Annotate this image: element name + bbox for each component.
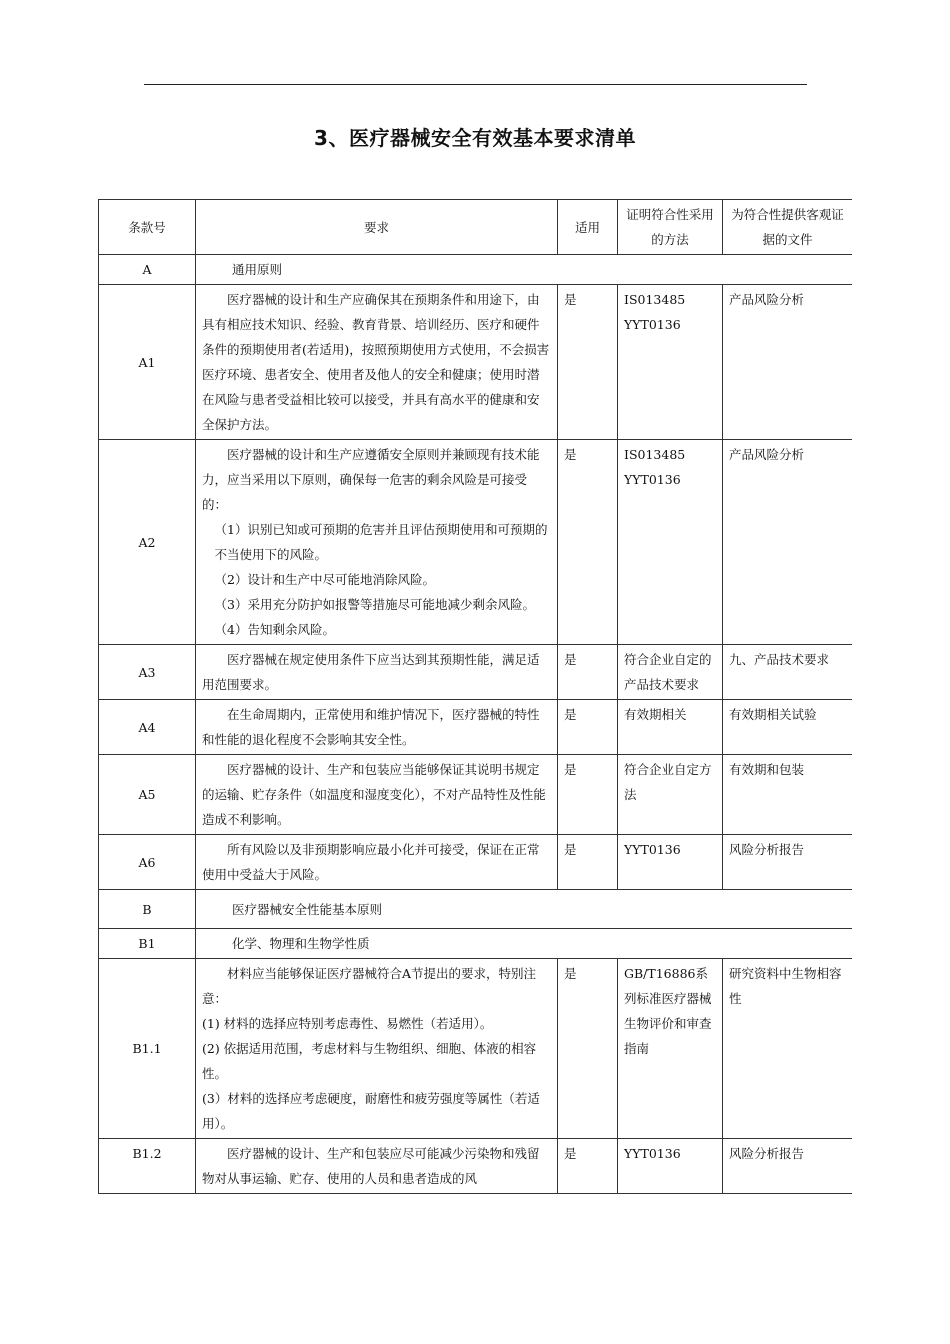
requirement-cell: [196, 835, 558, 890]
requirement-cell: [196, 755, 558, 835]
applicable-cell: 是: [558, 645, 618, 700]
table-row: [99, 700, 853, 755]
header-clause: 条款号: [99, 200, 196, 255]
requirement-item: (2) 依据适用范围，考虑材料与生物组织、细胞、体液的相容性。: [202, 1041, 537, 1081]
evidence-cell: 有效期和包装: [723, 755, 853, 835]
applicable-cell: 是: [558, 1139, 618, 1194]
method-line: YYT0136: [624, 472, 681, 487]
section-row-b1: [99, 929, 853, 959]
applicable-cell: 是: [558, 959, 618, 1139]
method-line: YYT0136: [624, 317, 681, 332]
evidence-cell: 风险分析报告: [723, 1139, 853, 1194]
section-id: B1: [99, 929, 196, 959]
table-header-row: [99, 200, 853, 255]
evidence-cell: 九、产品技术要求: [723, 645, 853, 700]
clause-id: A2: [99, 440, 196, 645]
requirement-cell: [196, 440, 558, 645]
applicable-cell: 是: [558, 700, 618, 755]
applicable-cell: 是: [558, 835, 618, 890]
table-row: [99, 959, 853, 1139]
section-id: B: [99, 890, 196, 929]
requirement-text: 医疗器械在规定使用条件下应当达到其预期性能，满足适用范围要求。: [202, 652, 540, 692]
section-row-b: [99, 890, 853, 929]
section-label: 通用原则: [196, 255, 853, 285]
applicable-cell: 是: [558, 440, 618, 645]
section-label: 化学、物理和生物学性质: [196, 929, 853, 959]
requirement-item: (3）材料的选择应考虑硬度，耐磨性和疲劳强度等属性（若适用）。: [202, 1091, 540, 1131]
method-cell: [618, 285, 723, 440]
header-method: 证明符合性采用的方法: [618, 200, 723, 255]
requirement-text: 医疗器械的设计、生产和包装应尽可能减少污染物和残留物对从事运输、贮存、使用的人员和患者造成的风: [202, 1146, 540, 1186]
requirement-item: （3）采用充分防护如报警等措施尽可能地减少剩余风险。: [214, 597, 535, 612]
requirement-text: 医疗器械的设计和生产应遵循安全原则并兼顾现有技术能力，应当采用以下原则，确保每一危害的剩余风险是可接受的：: [202, 447, 540, 512]
requirement-item: （4）告知剩余风险。: [214, 622, 335, 637]
requirement-item: （2）设计和生产中尽可能地消除风险。: [214, 572, 435, 587]
method-cell: YYT0136: [618, 835, 723, 890]
method-cell: 有效期相关: [618, 700, 723, 755]
table-row: [99, 755, 853, 835]
evidence-cell: 产品风险分析: [723, 285, 853, 440]
clause-id: A1: [99, 285, 196, 440]
requirement-cell: [196, 1139, 558, 1194]
header-rule: [144, 84, 807, 85]
requirement-text: 医疗器械的设计、生产和包装应当能够保证其说明书规定的运输、贮存条件（如温度和湿度变化），不对产品特性及性能造成不利影响。: [202, 762, 546, 827]
clause-id: A5: [99, 755, 196, 835]
requirements-table-container: [98, 199, 852, 1197]
method-line: IS013485: [624, 447, 686, 462]
evidence-cell: 产品风险分析: [723, 440, 853, 645]
clause-id: A4: [99, 700, 196, 755]
table-row: [99, 440, 853, 645]
header-applicable: 适用: [558, 200, 618, 255]
applicable-cell: 是: [558, 755, 618, 835]
clause-id: B1.1: [99, 959, 196, 1139]
evidence-cell: 研究资料中生物相容性: [723, 959, 853, 1139]
table-row: [99, 285, 853, 440]
requirement-item: （1）识别已知或可预期的危害并且评估预期使用和可预期的不当使用下的风险。: [214, 522, 548, 562]
clause-id: B1.2: [99, 1139, 196, 1194]
table-row: [99, 645, 853, 700]
method-cell: 符合企业自定的产品技术要求: [618, 645, 723, 700]
table-row: [99, 1139, 853, 1194]
requirement-cell: [196, 959, 558, 1139]
clause-id: A3: [99, 645, 196, 700]
method-line: IS013485: [624, 292, 686, 307]
section-label: 医疗器械安全性能基本原则: [196, 890, 853, 929]
requirement-text: 医疗器械的设计和生产应确保其在预期条件和用途下，由具有相应技术知识、经验、教育背景、培训经历、医疗和硬件条件的预期使用者(若适用)，按照预期使用方式使用，不会损害医疗环境、患者安全、使用者及他人的安全和健康；使用时潜在风险与患者受益相比较可以接受，并具有高水平的健康和安全保护方法。: [202, 292, 550, 432]
requirement-text: 材料应当能够保证医疗器械符合A节提出的要求，特别注意：: [202, 966, 537, 1006]
clause-id: A6: [99, 835, 196, 890]
table-row: [99, 835, 853, 890]
requirement-cell: [196, 645, 558, 700]
page-title: 3、医疗器械安全有效基本要求清单: [314, 126, 636, 150]
method-cell: 符合企业自定方法: [618, 755, 723, 835]
requirements-table: [98, 199, 852, 1194]
evidence-cell: 有效期相关试验: [723, 700, 853, 755]
method-cell: YYT0136: [618, 1139, 723, 1194]
applicable-cell: 是: [558, 285, 618, 440]
requirement-text: 在生命周期内，正常使用和维护情况下，医疗器械的特性和性能的退化程度不会影响其安全性。: [202, 707, 540, 747]
requirement-item: (1) 材料的选择应特别考虑毒性、易燃性（若适用）。: [202, 1016, 493, 1031]
section-id: A: [99, 255, 196, 285]
requirement-cell: [196, 285, 558, 440]
header-requirement: 要求: [196, 200, 558, 255]
section-row-a: [99, 255, 853, 285]
evidence-cell: 风险分析报告: [723, 835, 853, 890]
header-evidence: 为符合性提供客观证据的文件: [723, 200, 853, 255]
method-cell: GB/T16886系列标准医疗器械生物评价和审查指南: [618, 959, 723, 1139]
method-cell: [618, 440, 723, 645]
requirement-text: 所有风险以及非预期影响应最小化并可接受，保证在正常使用中受益大于风险。: [202, 842, 540, 882]
requirement-cell: [196, 700, 558, 755]
